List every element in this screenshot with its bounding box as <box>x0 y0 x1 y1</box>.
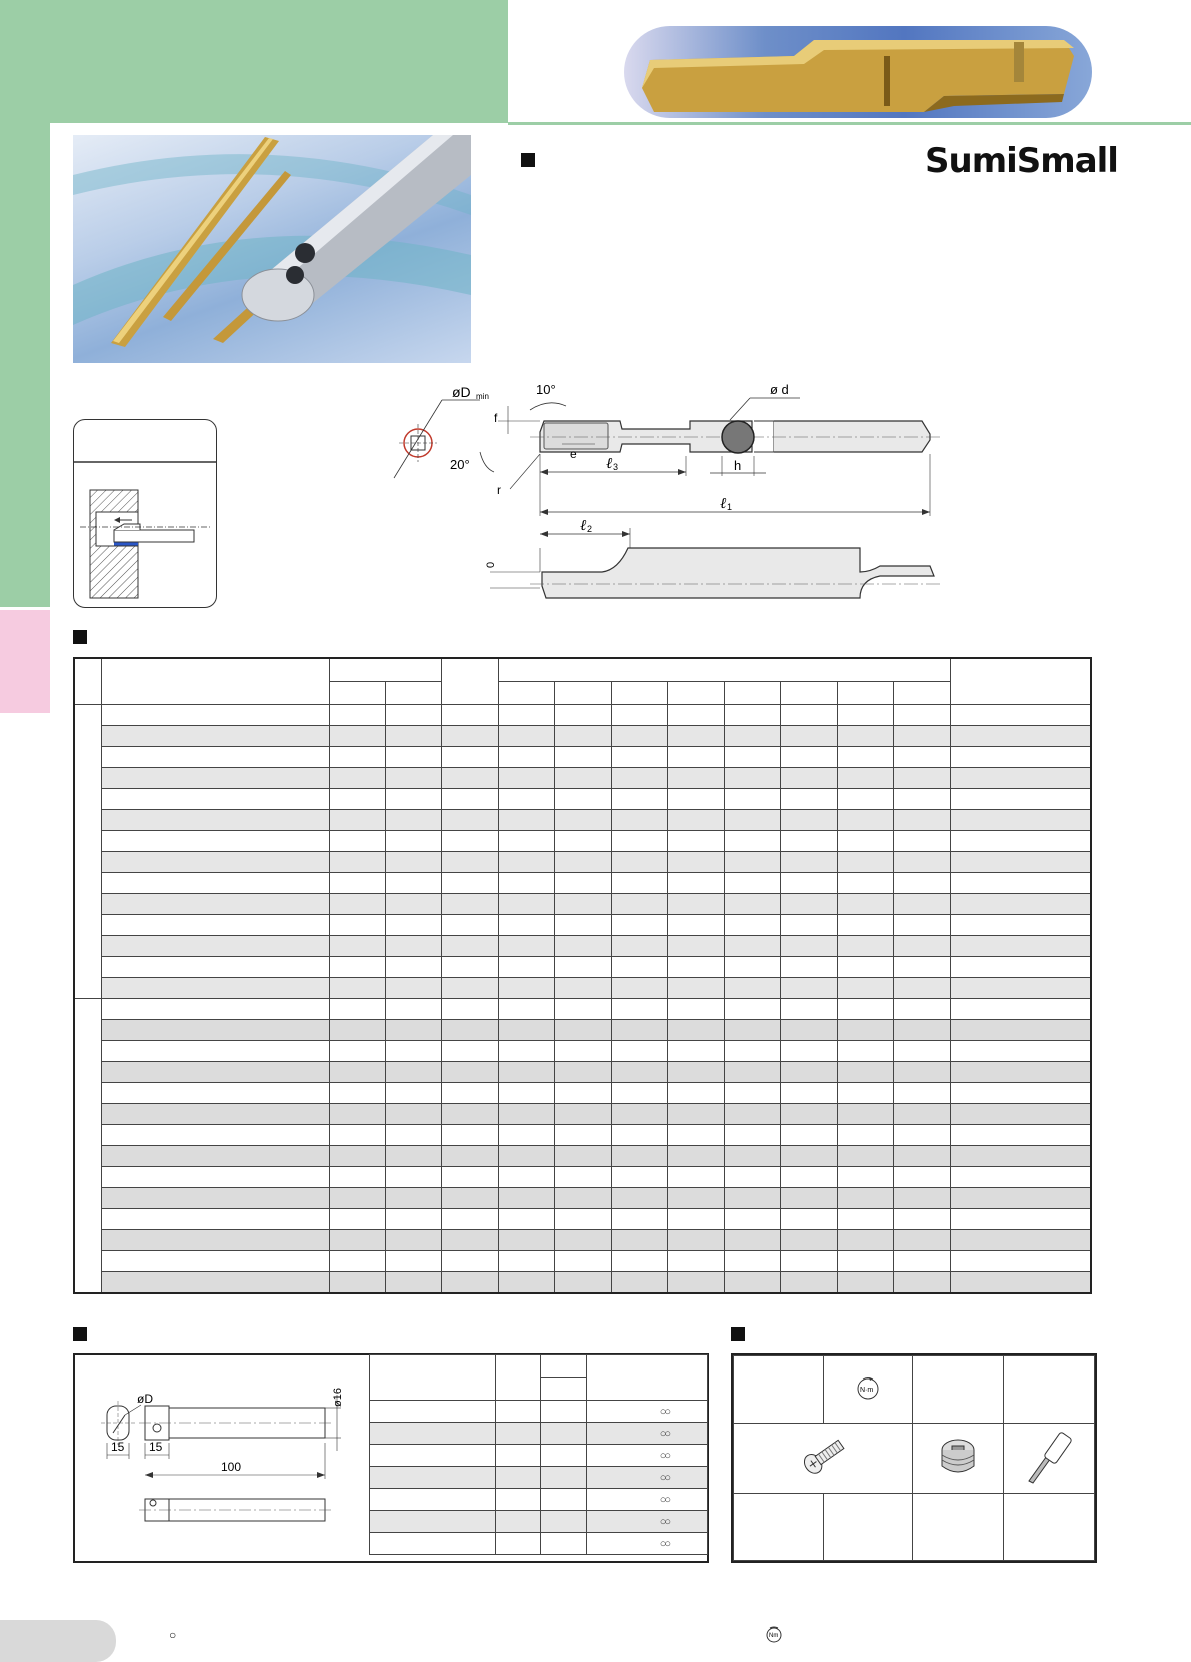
set-screw-icon <box>933 1432 983 1482</box>
table-header-row <box>74 658 1091 682</box>
holder-dim-b: 15 <box>149 1440 163 1454</box>
table-row <box>74 810 1091 831</box>
table-row <box>74 894 1091 915</box>
label-l3-sub: 3 <box>613 462 619 472</box>
table-row <box>74 915 1091 936</box>
table-row <box>74 1230 1091 1251</box>
table-row <box>74 1125 1091 1146</box>
table-row <box>74 1146 1091 1167</box>
holder-row <box>370 1511 708 1533</box>
header-band <box>0 0 508 123</box>
screw-icon <box>793 1432 853 1482</box>
footer-torque-text: Nm <box>769 1633 779 1639</box>
table-row <box>74 957 1091 978</box>
parts-section-marker <box>731 1327 745 1341</box>
table-row <box>74 978 1091 999</box>
label-f: f <box>494 411 498 425</box>
table-row <box>74 1041 1091 1062</box>
table-row <box>74 1167 1091 1188</box>
holder-row <box>370 1445 708 1467</box>
table-row <box>74 1062 1091 1083</box>
holder-row <box>370 1533 708 1555</box>
label-l2: ℓ <box>580 518 587 534</box>
holder-dim-a: 15 <box>111 1440 125 1454</box>
page-number-tab <box>0 1620 116 1662</box>
side-tab <box>0 610 50 713</box>
parts-table <box>733 1355 1095 1561</box>
holder-row <box>370 1401 708 1423</box>
tool-spec-table <box>73 657 1092 1294</box>
header-rule <box>508 122 1191 125</box>
table-row <box>74 831 1091 852</box>
label-zero: 0 <box>485 561 497 568</box>
parts-header-row <box>734 1356 1095 1424</box>
holder-row <box>370 1423 708 1445</box>
holder-shank-label: ø16 <box>332 1388 344 1407</box>
table-row <box>74 1104 1091 1125</box>
label-angle-top: 10° <box>536 382 556 397</box>
table-row <box>74 1251 1091 1272</box>
wrench-icon <box>1019 1427 1079 1487</box>
holder-row-mark: ○○ <box>587 1401 708 1423</box>
hero-tool-image <box>624 26 1092 118</box>
holder-row <box>370 1467 708 1489</box>
table-row <box>74 999 1091 1020</box>
section-marker <box>521 153 535 167</box>
table-row <box>74 873 1091 894</box>
footer-note-symbol: ○ <box>169 1628 177 1642</box>
table-row <box>74 1188 1091 1209</box>
table-row <box>74 936 1091 957</box>
holder-length: 100 <box>221 1460 242 1474</box>
label-dmin: øD <box>452 384 471 400</box>
table-row <box>74 1209 1091 1230</box>
table-row <box>74 705 1091 726</box>
table-row <box>74 789 1091 810</box>
side-band <box>0 123 50 607</box>
table-row <box>74 1272 1091 1294</box>
label-h: h <box>734 458 742 473</box>
holder-drawing <box>75 1355 369 1561</box>
holder-row-mark: ○○ <box>587 1489 708 1511</box>
holder-header-row <box>370 1355 708 1378</box>
label-angle-side: 20° <box>450 457 470 472</box>
label-l3: ℓ <box>606 456 613 472</box>
parts-value-row <box>734 1494 1095 1561</box>
application-inset <box>73 419 217 608</box>
table-row <box>74 1020 1091 1041</box>
table-row <box>74 1083 1091 1104</box>
holder-table <box>369 1354 708 1555</box>
holder-row-mark: ○○ <box>587 1445 708 1467</box>
holder-row-mark: ○○ <box>587 1533 708 1555</box>
label-r: r <box>497 483 501 497</box>
label-l2-sub: 2 <box>587 524 593 534</box>
label-dmin-sub: min <box>476 392 489 401</box>
brand-logo: SumiSmall <box>925 141 1118 181</box>
label-shank-dia: ø d <box>770 382 789 397</box>
table-row <box>74 726 1091 747</box>
table-row <box>74 852 1091 873</box>
parts-box <box>731 1353 1097 1563</box>
holder-section-marker <box>73 1327 87 1341</box>
holder-row-mark: ○○ <box>587 1423 708 1445</box>
label-l1-sub: 1 <box>727 502 733 512</box>
holder-row-mark: ○○ <box>587 1467 708 1489</box>
torque-icon-text: N·m <box>859 1387 874 1394</box>
footer-torque-symbol <box>765 1625 783 1648</box>
table-row <box>74 747 1091 768</box>
table-section-marker <box>73 630 87 644</box>
table-row <box>74 768 1091 789</box>
tool-dimension-drawing <box>390 376 950 616</box>
holder-dia-label: øD <box>137 1392 153 1406</box>
product-photo <box>73 135 471 363</box>
parts-image-row <box>734 1424 1095 1494</box>
holder-box <box>73 1353 709 1563</box>
label-l1: ℓ <box>720 496 727 512</box>
torque-icon <box>855 1375 881 1401</box>
label-e: e <box>570 447 577 461</box>
holder-row-mark: ○○ <box>587 1511 708 1533</box>
holder-row <box>370 1489 708 1511</box>
footer-torque-icon <box>765 1625 783 1643</box>
